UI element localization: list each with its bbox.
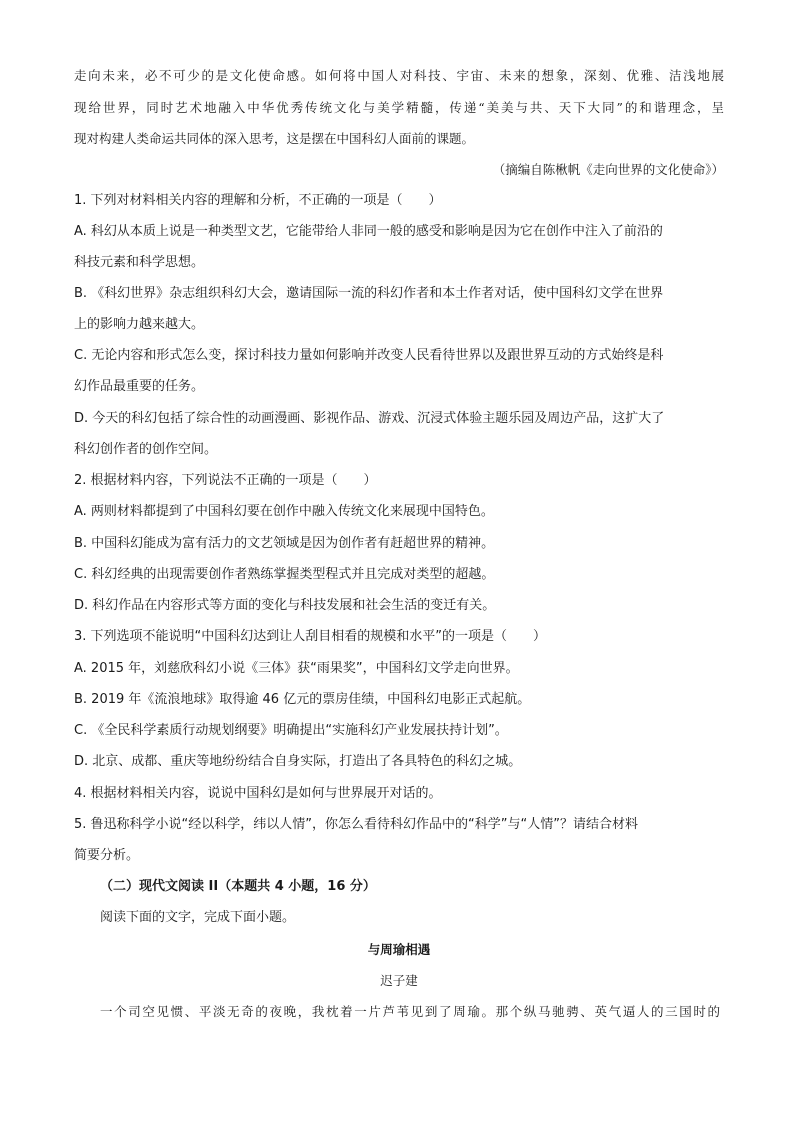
q3-option-d: D. 北京、成都、重庆等地纷纷结合自身实际，打造出了各具特色的科幻之城。 [74,754,522,769]
q1-option-b-cont: 上的影响力越来越大。 [74,317,205,332]
q2-option-b: B. 中国科幻能成为富有活力的文艺领域是因为创作者有赶超世界的精神。 [74,536,495,551]
q4-stem: 4. 根据材料相关内容，说说中国科幻是如何与世界展开对话的。 [74,786,442,801]
q2-option-a: A. 两则材料都提到了中国科幻要在创作中融入传统文化来展现中国特色。 [74,504,494,519]
q1-stem: 1. 下列对材料相关内容的理解和分析，不正确的一项是（ ） [74,193,442,208]
q2-option-c: C. 科幻经典的出现需要创作者熟练掌握类型程式并且完成对类型的超越。 [74,567,495,582]
q1-option-d-cont: 科幻创作者的创作空间。 [74,442,218,457]
q3-option-a: A. 2015 年，刘慈欣科幻小说《三体》获“雨果奖”，中国科幻文学走向世界。 [74,661,519,676]
q5-stem: 5. 鲁迅称科学小说“经以科学，纬以人情”，你怎么看待科幻作品中的“科学”与“人情”？请结合材料 [74,817,638,832]
passage-first-line: 一个司空见惯、平淡无奇的夜晚，我枕着一片芦苇见到了周瑜。那个纵马驰骋、英气逼人的三国时的 [100,1004,720,1019]
q3-option-b: B. 2019 年《流浪地球》取得逾 46 亿元的票房佳绩，中国科幻电影正式起航。 [74,692,531,707]
intro-line-3: 现对构建人类命运共同体的深入思考，这是摆在中国科幻人面前的课题。 [74,131,475,146]
q1-option-a: A. 科幻从本质上说是一种类型文艺，它能带给人非同一般的感受和影响是因为它在创作中注入了前沿的 [74,224,663,239]
intro-line-2: 现给世界，同时艺术地融入中华优秀传统文化与美学精髓，传递“美美与共、天下大同”的和谐理念，呈 [74,100,724,115]
q2-stem: 2. 根据材料内容，下列说法不正确的一项是（ ） [74,473,377,488]
passage-author: 迟子建 [380,973,418,988]
q1-option-c-cont: 幻作品最重要的任务。 [74,379,205,394]
q1-option-a-cont: 科技元素和科学思想。 [74,255,205,270]
q2-option-d: D. 科幻作品在内容形式等方面的变化与科技发展和社会生活的变迁有关。 [74,598,496,613]
q1-option-d: D. 今天的科幻包括了综合性的动画漫画、影视作品、游戏、沉浸式体验主题乐园及周边产品，这扩大了 [74,411,665,426]
intro-line-1: 走向未来，必不可少的是文化使命感。如何将中国人对科技、宇宙、未来的想象，深刻、优雅、洁浅地展 [74,68,724,83]
passage-title: 与周瑜相遇 [367,942,431,957]
section-instruction: 阅读下面的文字，完成下面小题。 [100,910,296,925]
q5-stem-cont: 简要分析。 [74,848,140,863]
q3-option-c: C. 《全民科学素质行动规划纲要》明确提出“实施科幻产业发展扶持计划”。 [74,723,508,738]
q1-option-b: B. 《科幻世界》杂志组织科幻大会，邀请国际一流的科幻作者和本土作者对话，使中国科幻文学在世界 [74,286,664,301]
section-heading: （二）现代文阅读 II（本题共 4 小题，16 分） [100,879,376,894]
source-citation: （摘编自陈楸帆《走向世界的文化使命》） [492,162,724,177]
q3-stem: 3. 下列选项不能说明“中国科幻达到让人刮目相看的规模和水平”的一项是（ ） [74,629,547,644]
q1-option-c: C. 无论内容和形式怎么变，探讨科技力量如何影响并改变人民看待世界以及跟世界互动的方式始终是科 [74,348,664,363]
